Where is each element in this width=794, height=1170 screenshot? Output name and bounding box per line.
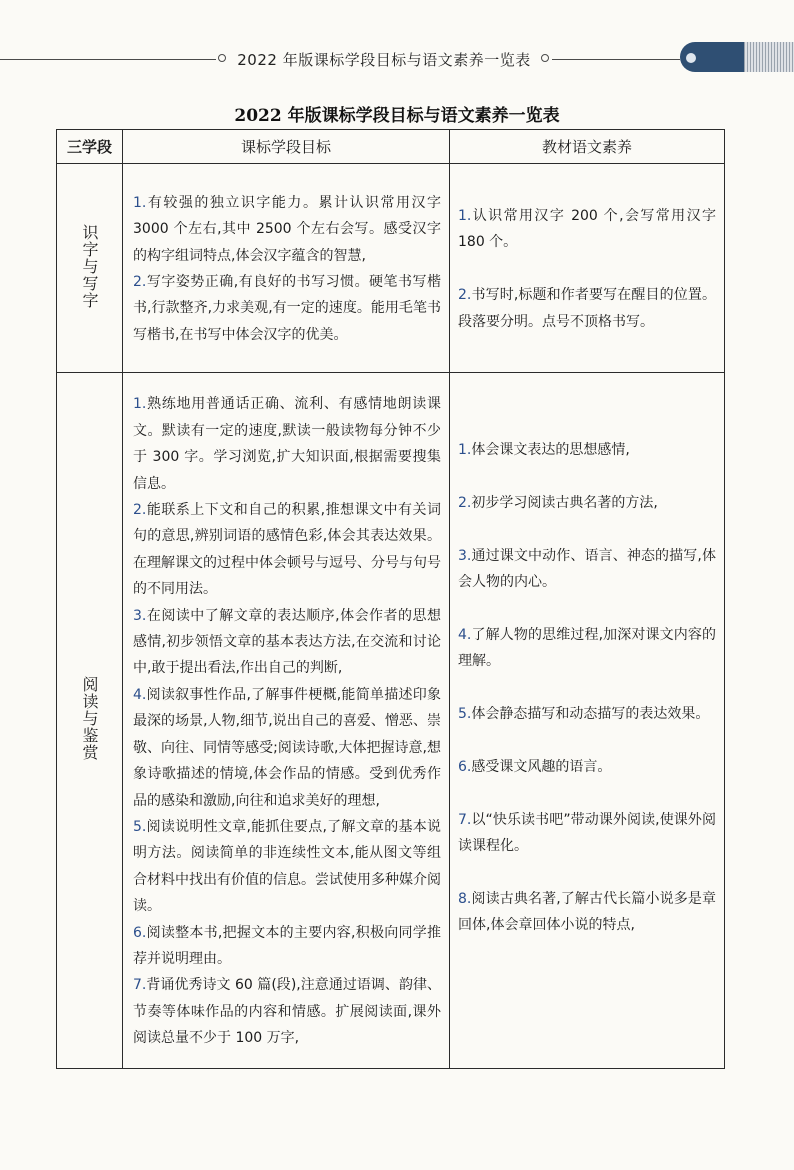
header-circle-ornament-left xyxy=(218,54,226,62)
column-header-literacy: 教材语文素养 xyxy=(450,130,725,164)
literacy-cell xyxy=(450,373,725,1069)
table-row xyxy=(57,164,725,373)
column-header-goals: 课标学段目标 xyxy=(123,130,450,164)
goal-item: 4.阅读叙事性作品,了解事件梗概,能简单描述印象最深的场景,人物,细节,说出自己的喜爱、憎恶、崇敬、向往、同情等感受;阅读诗歌,大体把握诗意,想象诗歌描述的情境,体会作品的情感。受到优秀作品的感染和激励,向往和追求美好的理想, xyxy=(133,686,441,809)
stage-cell xyxy=(57,164,123,373)
literacy-item: 5.体会静态描写和动态描写的表达效果。 xyxy=(458,706,710,722)
stage-label: 识字与写字 xyxy=(80,223,99,309)
page-tab-dot-icon xyxy=(686,53,696,63)
literacy-item: 2.书写时,标题和作者要写在醒目的位置。段落要分明。点号不顶格书写。 xyxy=(458,287,716,330)
header-rule-right xyxy=(552,59,680,60)
column-header-stage: 三学段 xyxy=(57,130,123,164)
literacy-item: 1.认识常用汉字 200 个,会写常用汉字 180 个。 xyxy=(458,207,716,251)
literacy-item: 4.了解人物的思维过程,加深对课文内容的理解。 xyxy=(458,626,716,670)
goals-table xyxy=(56,129,725,1069)
goals-cell xyxy=(123,164,450,373)
goals-cell xyxy=(123,373,450,1069)
literacy-item: 2.初步学习阅读古典名著的方法, xyxy=(458,494,658,511)
literacy-item: 6.感受课文风趣的语言。 xyxy=(458,758,612,775)
header-circle-ornament-right xyxy=(541,54,549,62)
page-edge-stripes xyxy=(744,42,794,72)
stage-cell xyxy=(57,373,123,1069)
goal-item: 3.在阅读中了解文章的表达顺序,体会作者的思想感情,初步领悟文章的基本表达方法,在交流和讨论中,敢于提出看法,作出自己的判断, xyxy=(133,607,441,677)
literacy-item: 3.通过课文中动作、语言、神态的描写,体会人物的内心。 xyxy=(458,547,716,590)
goal-item: 7.背诵优秀诗文 60 篇(段),注意通过语调、韵律、节奏等体味作品的内容和情感。扩展阅读面,课外阅读总量不少于 100 万字, xyxy=(133,977,441,1047)
literacy-item: 7.以“快乐读书吧”带动课外阅读,使课外阅读课程化。 xyxy=(458,811,716,854)
goal-item: 5.阅读说明性文章,能抓住要点,了解文章的基本说明方法。阅读简单的非连续性文本,能从图文等组合材料中找出有价值的信息。尝试使用多种媒介阅读。 xyxy=(133,818,441,915)
goal-item: 1.熟练地用普通话正确、流利、有感情地朗读课文。默读有一定的速度,默读一般读物每分钟不少于 300 字。学习浏览,扩大知识面,根据需要搜集信息。 xyxy=(133,396,441,492)
goal-item: 2.能联系上下文和自己的积累,推想课文中有关词句的意思,辨别词语的感情色彩,体会其表达效果。在理解课文的过程中体会顿号与逗号、分号与句号的不同用法。 xyxy=(133,502,441,598)
stage-label: 阅读与鉴赏 xyxy=(80,676,99,761)
table-header-row xyxy=(57,130,725,164)
goal-item: 2.写字姿势正确,有良好的书写习惯。硬笔书写楷书,行款整齐,力求美观,有一定的速度。能用毛笔书写楷书,在书写中体会汉字的优美。 xyxy=(133,274,441,343)
goal-item: 6.阅读整本书,把握文本的主要内容,积极向同学推荐并说明理由。 xyxy=(133,924,441,967)
literacy-cell xyxy=(450,164,725,373)
document-title: 2022 年版课标学段目标与语文素养一览表 xyxy=(234,106,560,126)
literacy-item: 1.体会课文表达的思想感情, xyxy=(458,442,630,458)
literacy-item: 8.阅读古典名著,了解古代长篇小说多是章回体,体会章回体小说的特点, xyxy=(458,890,716,934)
running-header xyxy=(0,40,794,80)
header-rule-left xyxy=(0,59,216,60)
goal-item: 1.有较强的独立识字能力。累计认识常用汉字 3000 个左右,其中 2500 个左右会写。感受汉字的构字组词特点,体会汉字蕴含的智慧, xyxy=(133,194,441,264)
running-title: 2022 年版课标学段目标与语文素养一览表 xyxy=(237,51,531,69)
table-row xyxy=(57,373,725,1069)
